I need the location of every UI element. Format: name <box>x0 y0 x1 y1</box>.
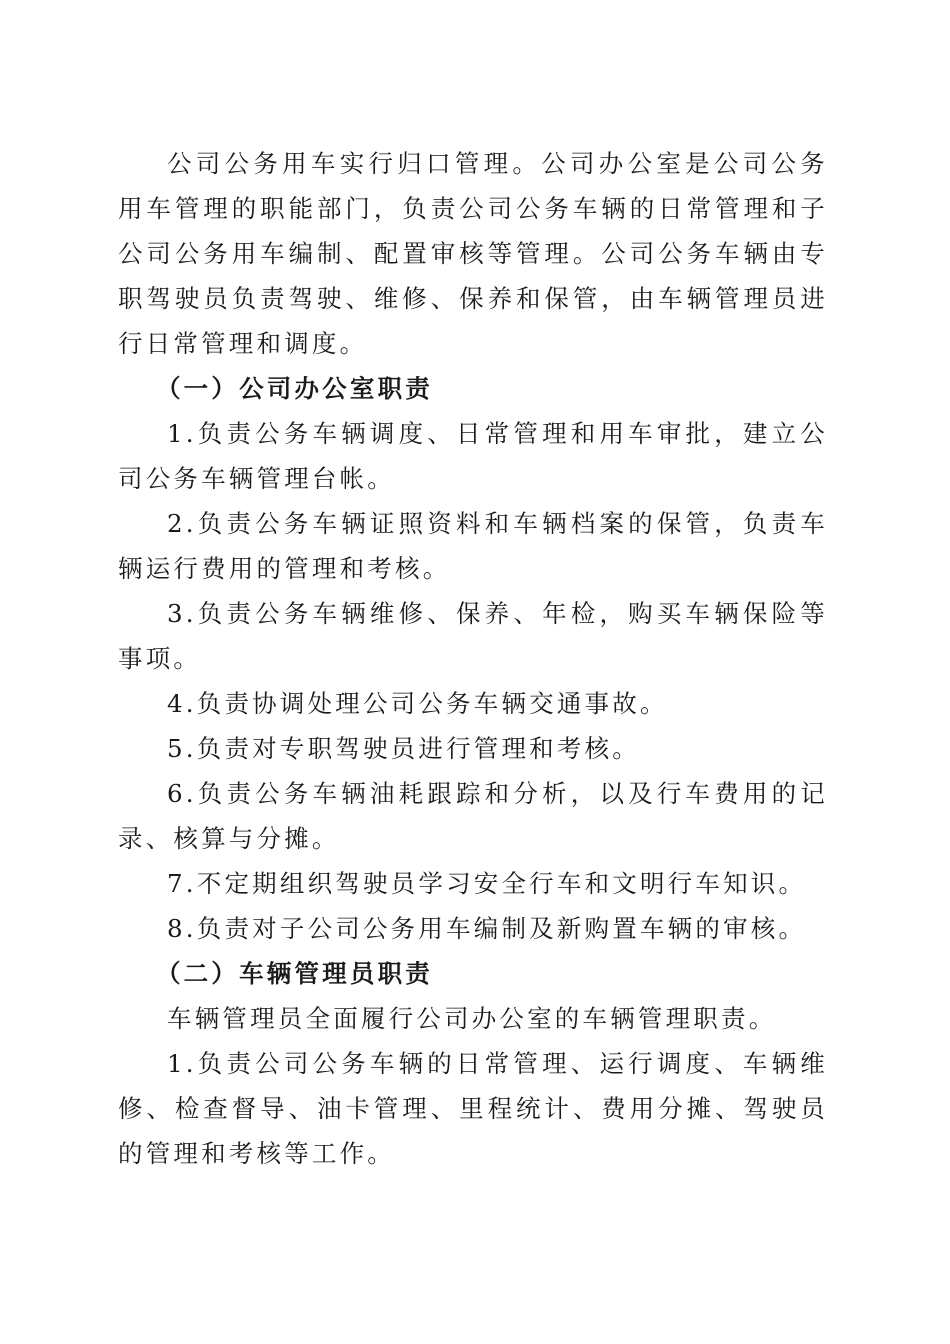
section-1-heading: （一）公司办公室职责 <box>155 374 433 403</box>
section-1-item-2: 2.负责公务车辆证照资料和车辆档案的保管，负责车辆运行费用的管理和考核。 <box>118 509 828 583</box>
section-1-item-7: 7.不定期组织驾驶员学习安全行车和文明行车知识。 <box>167 869 807 898</box>
section-1-item-8: 8.负责对子公司公务用车编制及新购置车辆的审核。 <box>167 914 807 943</box>
section-1-item-3: 3.负责公务车辆维修、保养、年检，购买车辆保险等事项。 <box>118 599 828 673</box>
section-2-item-1: 1.负责公司公务车辆的日常管理、运行调度、车辆维修、检查督导、油卡管理、里程统计、费用分摊、驾驶员的管理和考核等工作。 <box>118 1049 828 1168</box>
document-body <box>118 141 828 1176</box>
section-1-item-5: 5.负责对专职驾驶员进行管理和考核。 <box>167 734 640 763</box>
section-2-heading: （二）车辆管理员职责 <box>155 959 433 988</box>
section-2-intro: 车辆管理员全面履行公司办公室的车辆管理职责。 <box>167 1004 777 1033</box>
section-1-item-6: 6.负责公务车辆油耗跟踪和分析，以及行车费用的记录、核算与分摊。 <box>118 779 828 853</box>
section-1-item-1: 1.负责公务车辆调度、日常管理和用车审批，建立公司公务车辆管理台帐。 <box>118 419 828 493</box>
section-1-item-4: 4.负责协调处理公司公务车辆交通事故。 <box>167 689 668 718</box>
intro-paragraph: 公司公务用车实行归口管理。公司办公室是公司公务用车管理的职能部门，负责公司公务车辆的日常管理和子公司公务用车编制、配置审核等管理。公司公务车辆由专职驾驶员负责驾驶、维修、保养和保管，由车辆管理员进行日常管理和调度。 <box>118 149 828 358</box>
